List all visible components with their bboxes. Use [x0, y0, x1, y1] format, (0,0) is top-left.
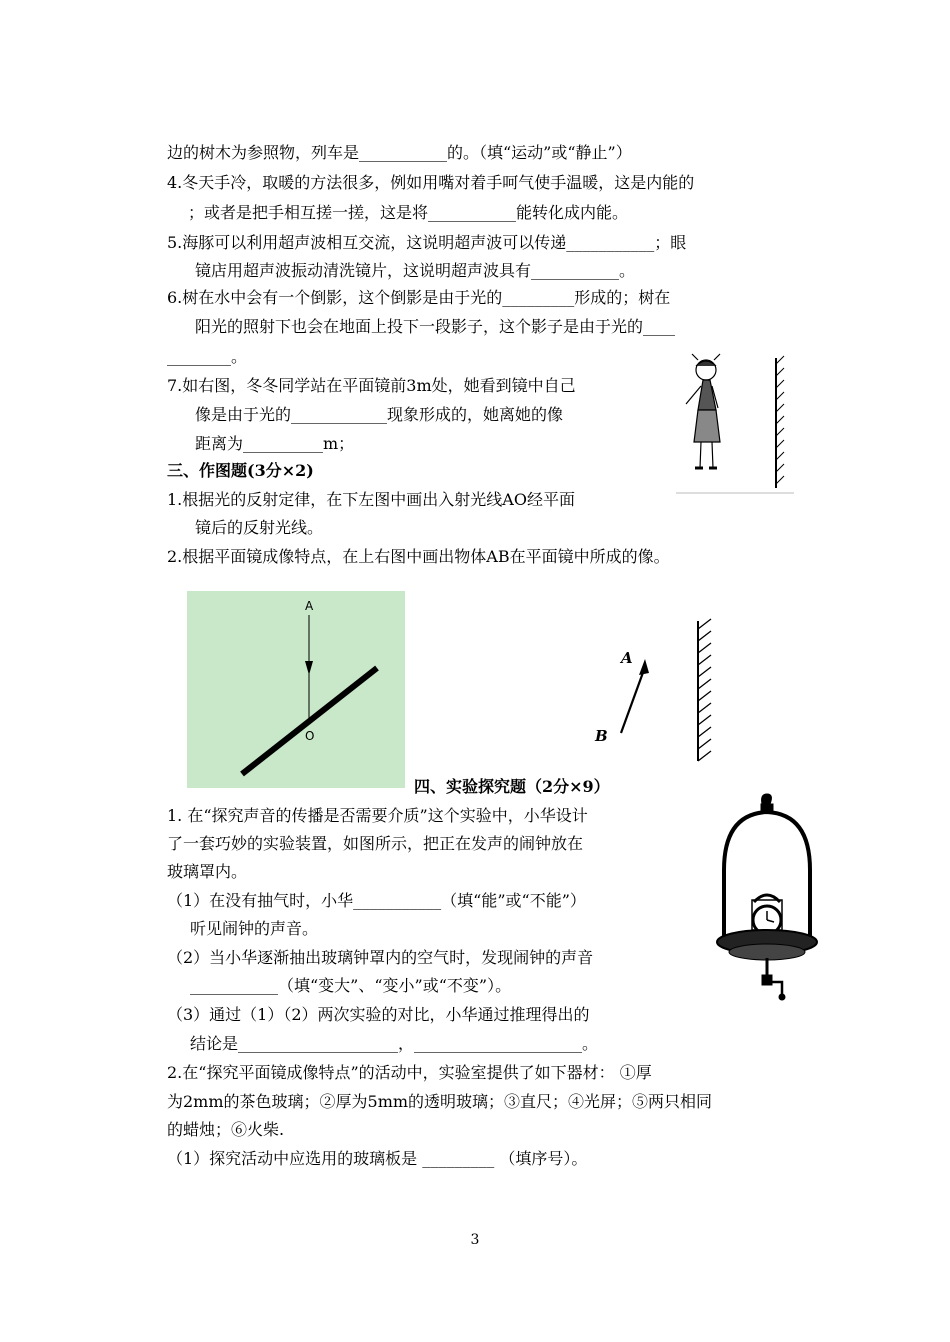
text-line: （3）通过（1）（2）两次实验的对比，小华通过推理得出的 [167, 1005, 590, 1024]
text-line: 1.根据光的反射定律，在下左图中画出入射光线AO经平面 [167, 490, 575, 509]
text-line: 了一套巧妙的实验装置，如图所示，把正在发声的闹钟放在 [167, 834, 584, 853]
text-line: 镜后的反射光线。 [195, 518, 324, 537]
text-line: 2.在“探究平面镜成像特点”的活动中，实验室提供了如下器材： ①厚 [167, 1063, 652, 1082]
text-line: （1）探究活动中应选用的玻璃板是 _________ （填序号）。 [167, 1149, 588, 1168]
text-line: 2.根据平面镜成像特点，在上右图中画出物体AB在平面镜中所成的像。 [167, 547, 670, 566]
text-line: （1）在没有抽气时，小华___________（填“能”或“不能”） [167, 891, 586, 910]
diagram-background [187, 591, 405, 788]
bell-jar-figure [712, 790, 822, 1005]
text-line: 6.树在水中会有一个倒影，这个倒影是由于光的_________形成的；树在 [167, 288, 671, 307]
text-line: 为2mm的茶色玻璃；②厚为5mm的透明玻璃；③直尺；④光屏；⑤两只相同 [167, 1092, 713, 1111]
label-b: B [595, 727, 608, 745]
text-line: ___________（填“变大”、“变小”或“不变”）。 [190, 976, 512, 995]
label-a: A [621, 649, 633, 667]
arrow-head [639, 659, 649, 675]
plane-mirror-image-diagram [585, 615, 725, 765]
girl-mirror-figure [676, 350, 796, 496]
text-line: 4.冬天手冷，取暖的方法很多，例如用嘴对着手呵气使手温暖，这是内能的 [167, 173, 695, 192]
text-line: 1. 在“探究声音的传播是否需要介质”这个实验中，小华设计 [167, 806, 588, 825]
text-line: 距离为__________m； [195, 434, 355, 453]
label-a: A [305, 599, 314, 613]
text-line: 镜店用超声波振动清洗镜片，这说明超声波具有___________。 [195, 261, 636, 280]
section-heading: 三、作图题(3分×2) [167, 461, 314, 480]
text-line: 玻璃罩内。 [167, 862, 248, 881]
text-line: 听见闹钟的声音。 [190, 919, 319, 938]
text-line: 7.如右图，冬冬同学站在平面镜前3m处，她看到镜中自己 [167, 376, 576, 395]
text-line: （2）当小华逐渐抽出玻璃钟罩内的空气时，发现闹钟的声音 [167, 948, 594, 967]
section-heading: 四、实验探究题（2分×9） [414, 777, 610, 796]
text-line: ；或者是把手相互搓一搓，这是将___________能转化成内能。 [188, 203, 629, 222]
object-ab [621, 667, 645, 733]
text-line: ________。 [167, 347, 248, 366]
text-line: 阳光的照射下也会在地面上投下一段影子，这个影子是由于光的____ [195, 317, 676, 336]
text-line: 像是由于光的____________现象形成的，她离她的像 [195, 405, 564, 424]
text-line: 的蜡烛；⑥火柴. [167, 1120, 285, 1139]
text-line: 边的树木为参照物，列车是___________的。（填“运动”或“静止”） [167, 143, 632, 162]
label-o: O [305, 729, 315, 743]
page-number: 3 [470, 1232, 480, 1248]
text-line: 结论是____________________，_____________________。 [190, 1034, 599, 1053]
reflection-diagram [187, 591, 405, 788]
text-line: 5.海豚可以利用超声波相互交流，这说明超声波可以传递___________；眼 [167, 233, 687, 252]
